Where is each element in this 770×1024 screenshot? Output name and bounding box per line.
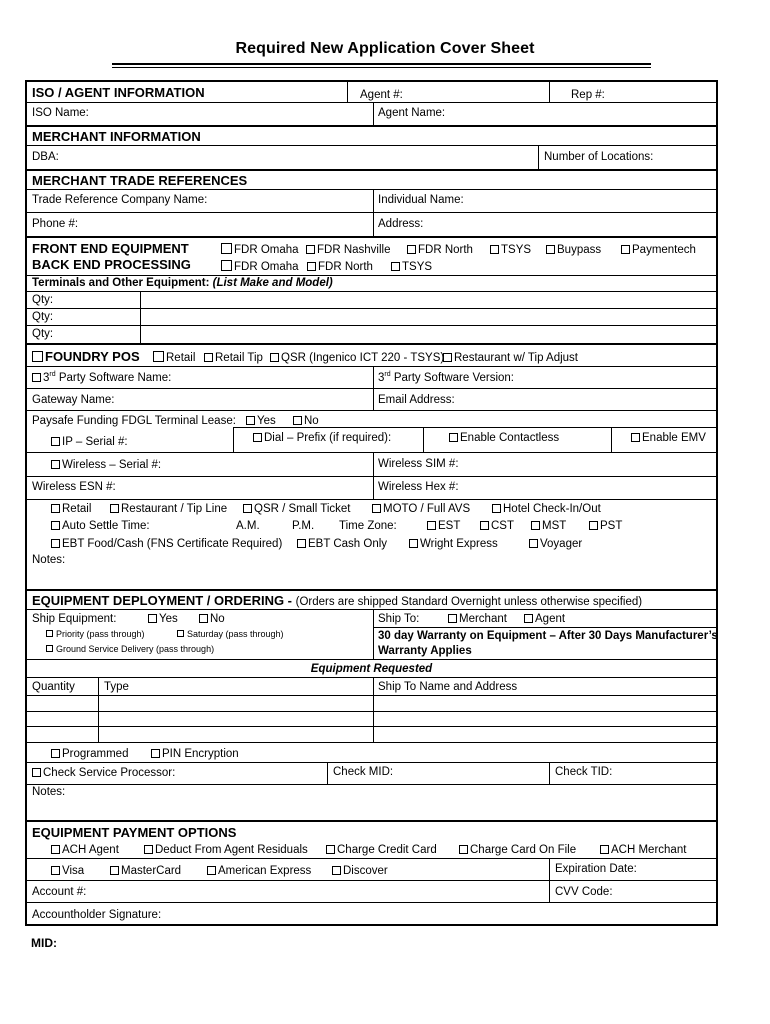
ship-to-label: Ship To: — [378, 613, 420, 625]
type-column-header: Type — [104, 681, 129, 693]
checkbox-icon[interactable] — [144, 845, 153, 854]
gateway-name-field[interactable]: Gateway Name: — [32, 394, 115, 406]
checkbox-icon[interactable] — [332, 866, 341, 875]
checkbox-icon[interactable] — [529, 539, 538, 548]
checkbox-icon[interactable] — [490, 245, 499, 254]
programmed-option[interactable]: Programmed — [51, 747, 128, 761]
front-end-tsys[interactable]: TSYS — [490, 243, 531, 257]
enable-contactless[interactable]: Enable Contactless — [449, 431, 559, 445]
enable-emv[interactable]: Enable EMV — [631, 431, 706, 445]
checkbox-icon[interactable] — [51, 866, 60, 875]
option-wright-express[interactable]: Wright Express — [409, 537, 498, 551]
merchant-info-header: MERCHANT INFORMATION — [32, 129, 201, 144]
account-number-field[interactable]: Account #: — [32, 886, 87, 898]
front-end-buypass[interactable]: Buypass — [546, 243, 601, 257]
back-end-fdr-north[interactable]: FDR North — [307, 260, 373, 274]
cover-sheet-form — [25, 80, 718, 926]
checkbox-icon[interactable] — [207, 866, 216, 875]
checkbox-icon[interactable] — [459, 845, 468, 854]
phone-field[interactable]: Phone #: — [32, 218, 79, 230]
checkbox-icon[interactable] — [427, 521, 436, 530]
iso-name-field[interactable]: ISO Name: — [32, 107, 89, 119]
wireless-sim-field[interactable]: Wireless SIM #: — [378, 458, 459, 470]
checkbox-icon[interactable] — [293, 416, 302, 425]
front-end-fdr-nashville[interactable]: FDR Nashville — [306, 243, 391, 257]
checkbox-icon[interactable] — [46, 630, 53, 637]
ship-equipment-yes[interactable]: Yes — [148, 612, 178, 626]
foundry-retail[interactable]: Retail — [153, 351, 195, 365]
wireless-hex-field[interactable]: Wireless Hex #: — [378, 481, 459, 493]
option-moto-full-avs[interactable]: MOTO / Full AVS — [372, 502, 470, 516]
checkbox-icon[interactable] — [110, 504, 119, 513]
checkbox-icon[interactable] — [199, 614, 208, 623]
checkbox-icon[interactable] — [297, 539, 306, 548]
checkbox-icon[interactable] — [177, 630, 184, 637]
card-american-express[interactable]: American Express — [207, 864, 311, 878]
checkbox-icon[interactable] — [600, 845, 609, 854]
iso-agent-header: ISO / AGENT INFORMATION — [32, 85, 205, 100]
equipment-row[interactable] — [27, 695, 716, 696]
check-service-processor-field[interactable]: Check Service Processor: — [32, 766, 175, 780]
card-discover[interactable]: Discover — [332, 864, 388, 878]
option-ebt-cash-only[interactable]: EBT Cash Only — [297, 537, 387, 551]
front-end-fdr-omaha[interactable]: FDR Omaha — [221, 243, 299, 257]
checkbox-icon[interactable] — [51, 437, 60, 446]
ship-to-name-address-header: Ship To Name and Address — [378, 681, 518, 693]
number-of-locations-field[interactable]: Number of Locations: — [544, 151, 654, 163]
checkbox-icon[interactable] — [270, 353, 279, 362]
option-retail[interactable]: Retail — [51, 502, 91, 516]
checkbox-icon[interactable] — [326, 845, 335, 854]
checkbox-icon[interactable] — [151, 749, 160, 758]
accountholder-signature-field[interactable]: Accountholder Signature: — [32, 909, 162, 921]
checkbox-icon[interactable] — [46, 645, 53, 652]
option-restaurant-tip-line[interactable]: Restaurant / Tip Line — [110, 502, 227, 516]
checkbox-icon[interactable] — [32, 351, 43, 362]
time-zone-label: Time Zone: — [339, 520, 397, 532]
checkbox-icon[interactable] — [631, 433, 640, 442]
card-visa[interactable]: Visa — [51, 864, 84, 878]
payment-charge-card-on-file[interactable]: Charge Card On File — [459, 843, 576, 857]
option-qsr-small-ticket[interactable]: QSR / Small Ticket — [243, 502, 351, 516]
individual-name-field[interactable]: Individual Name: — [378, 194, 464, 206]
checkbox-icon[interactable] — [243, 504, 252, 513]
ground-option[interactable]: Ground Service Delivery (pass through) — [46, 643, 214, 655]
deployment-notes-field[interactable]: Notes: — [32, 786, 66, 798]
equipment-row[interactable] — [27, 711, 716, 712]
foundry-notes-field[interactable]: Notes: — [32, 554, 66, 566]
checkbox-icon[interactable] — [407, 245, 416, 254]
checkbox-icon[interactable] — [204, 353, 213, 362]
equipment-row[interactable] — [27, 726, 716, 727]
checkbox-icon[interactable] — [51, 539, 60, 548]
checkbox-icon[interactable] — [221, 260, 232, 271]
trade-references-header: MERCHANT TRADE REFERENCES — [32, 173, 248, 188]
checkbox-icon[interactable] — [153, 351, 164, 362]
warranty-note-line-2: Warranty Applies — [378, 645, 472, 657]
checkbox-icon[interactable] — [448, 614, 457, 623]
checkbox-icon[interactable] — [32, 768, 41, 777]
payment-charge-credit-card[interactable]: Charge Credit Card — [326, 843, 437, 857]
dba-field[interactable]: DBA: — [32, 151, 59, 163]
foundry-retail-tip[interactable]: Retail Tip — [204, 351, 263, 365]
saturday-option[interactable]: Saturday (pass through) — [177, 628, 284, 640]
ip-serial-field[interactable]: IP – Serial #: — [51, 435, 128, 449]
dial-prefix-field[interactable]: Dial – Prefix (if required): — [253, 431, 391, 445]
option-ebt-food-cash[interactable]: EBT Food/Cash (FNS Certificate Required) — [51, 537, 282, 551]
checkbox-icon[interactable] — [253, 433, 262, 442]
checkbox-icon[interactable] — [32, 373, 41, 382]
zone-mst[interactable]: MST — [531, 519, 566, 533]
foundry-pos-header: FOUNDRY POS — [32, 349, 140, 365]
option-voyager[interactable]: Voyager — [529, 537, 582, 551]
qty-field-1[interactable]: Qty: — [32, 294, 54, 306]
front-end-fdr-north[interactable]: FDR North — [407, 243, 473, 257]
title-underline — [112, 63, 651, 68]
pin-encryption-option[interactable]: PIN Encryption — [151, 747, 239, 761]
checkbox-icon[interactable] — [110, 866, 119, 875]
trade-company-field[interactable]: Trade Reference Company Name: — [32, 194, 208, 206]
auto-settle-time[interactable]: Auto Settle Time: — [51, 519, 150, 533]
checkbox-icon[interactable] — [391, 262, 400, 271]
priority-option[interactable]: Priority (pass through) — [46, 628, 145, 640]
front-end-paymentech[interactable]: Paymentech — [621, 243, 696, 257]
pm-label: P.M. — [292, 520, 315, 532]
mid-label: MID: — [31, 936, 57, 950]
zone-pst[interactable]: PST — [589, 519, 622, 533]
page-title: Required New Application Cover Sheet — [235, 40, 535, 57]
checkbox-icon[interactable] — [546, 245, 555, 254]
paysafe-yes[interactable]: Yes — [246, 414, 276, 428]
warranty-note-line-1: 30 day Warranty on Equipment – After 30 Days Manufacturer’s — [378, 630, 718, 642]
checkbox-icon[interactable] — [51, 845, 60, 854]
foundry-qsr[interactable]: QSR (Ingenico ICT 220 - TSYS) — [270, 351, 444, 365]
ship-to-merchant[interactable]: Merchant — [448, 612, 507, 626]
checkbox-icon[interactable] — [443, 353, 452, 362]
wireless-serial-field[interactable]: Wireless – Serial #: — [51, 458, 161, 472]
quantity-column-header: Quantity — [32, 681, 75, 693]
checkbox-icon[interactable] — [449, 433, 458, 442]
third-party-software-name-field[interactable]: 3rd Party Software Name: — [32, 371, 171, 385]
zone-est[interactable]: EST — [427, 519, 460, 533]
checkbox-icon[interactable] — [307, 262, 316, 271]
checkbox-icon[interactable] — [51, 749, 60, 758]
back-end-fdr-omaha[interactable]: FDR Omaha — [221, 260, 299, 274]
payment-deduct-residuals[interactable]: Deduct From Agent Residuals — [144, 843, 308, 857]
qty-field-3[interactable]: Qty: — [32, 328, 54, 340]
back-end-tsys[interactable]: TSYS — [391, 260, 432, 274]
payment-ach-merchant[interactable]: ACH Merchant — [600, 843, 686, 857]
paysafe-no[interactable]: No — [293, 414, 319, 428]
rep-number-label: Rep #: — [571, 89, 605, 101]
checkbox-icon[interactable] — [372, 504, 381, 513]
ship-equipment-label: Ship Equipment: — [32, 613, 117, 625]
checkbox-icon[interactable] — [480, 521, 489, 530]
ship-equipment-no[interactable]: No — [199, 612, 225, 626]
check-tid-field[interactable]: Check TID: — [555, 766, 613, 778]
checkbox-icon[interactable] — [589, 521, 598, 530]
address-field[interactable]: Address: — [378, 218, 424, 230]
deployment-header: EQUIPMENT DEPLOYMENT / ORDERING - (Orders are shipped Standard Overnight unless otherwise specified) — [32, 593, 643, 608]
checkbox-icon[interactable] — [621, 245, 630, 254]
payment-options-header: EQUIPMENT PAYMENT OPTIONS — [32, 825, 237, 840]
equipment-requested-heading: Equipment Requested — [310, 663, 433, 675]
agent-number-label: Agent #: — [360, 89, 403, 101]
checkbox-icon[interactable] — [524, 614, 533, 623]
wireless-esn-field[interactable]: Wireless ESN #: — [32, 481, 116, 493]
front-end-header: FRONT END EQUIPMENT — [32, 241, 189, 256]
card-mastercard[interactable]: MasterCard — [110, 864, 181, 878]
terminals-label: Terminals and Other Equipment: (List Make and Model) — [32, 277, 333, 289]
paysafe-lease-label: Paysafe Funding FDGL Terminal Lease: — [32, 415, 236, 427]
checkbox-icon[interactable] — [51, 521, 60, 530]
qty-field-2[interactable]: Qty: — [32, 311, 54, 323]
checkbox-icon[interactable] — [306, 245, 315, 254]
zone-cst[interactable]: CST — [480, 519, 514, 533]
expiration-date-field[interactable]: Expiration Date: — [555, 863, 637, 875]
ship-to-agent[interactable]: Agent — [524, 612, 565, 626]
cvv-code-field[interactable]: CVV Code: — [555, 886, 613, 898]
checkbox-icon[interactable] — [492, 504, 501, 513]
email-address-field[interactable]: Email Address: — [378, 394, 455, 406]
checkbox-icon[interactable] — [246, 416, 255, 425]
checkbox-icon[interactable] — [409, 539, 418, 548]
foundry-restaurant-tip[interactable]: Restaurant w/ Tip Adjust — [443, 351, 578, 365]
third-party-software-version-field[interactable]: 3rd Party Software Version: — [378, 371, 515, 384]
checkbox-icon[interactable] — [531, 521, 540, 530]
option-hotel-check-in[interactable]: Hotel Check-In/Out — [492, 502, 601, 516]
am-label: A.M. — [236, 520, 260, 532]
checkbox-icon[interactable] — [221, 243, 232, 254]
agent-name-field[interactable]: Agent Name: — [378, 107, 446, 119]
checkbox-icon[interactable] — [148, 614, 157, 623]
checkbox-icon[interactable] — [51, 504, 60, 513]
back-end-header: BACK END PROCESSING — [32, 257, 191, 272]
checkbox-icon[interactable] — [51, 460, 60, 469]
check-mid-field[interactable]: Check MID: — [333, 766, 394, 778]
payment-ach-agent[interactable]: ACH Agent — [51, 843, 119, 857]
